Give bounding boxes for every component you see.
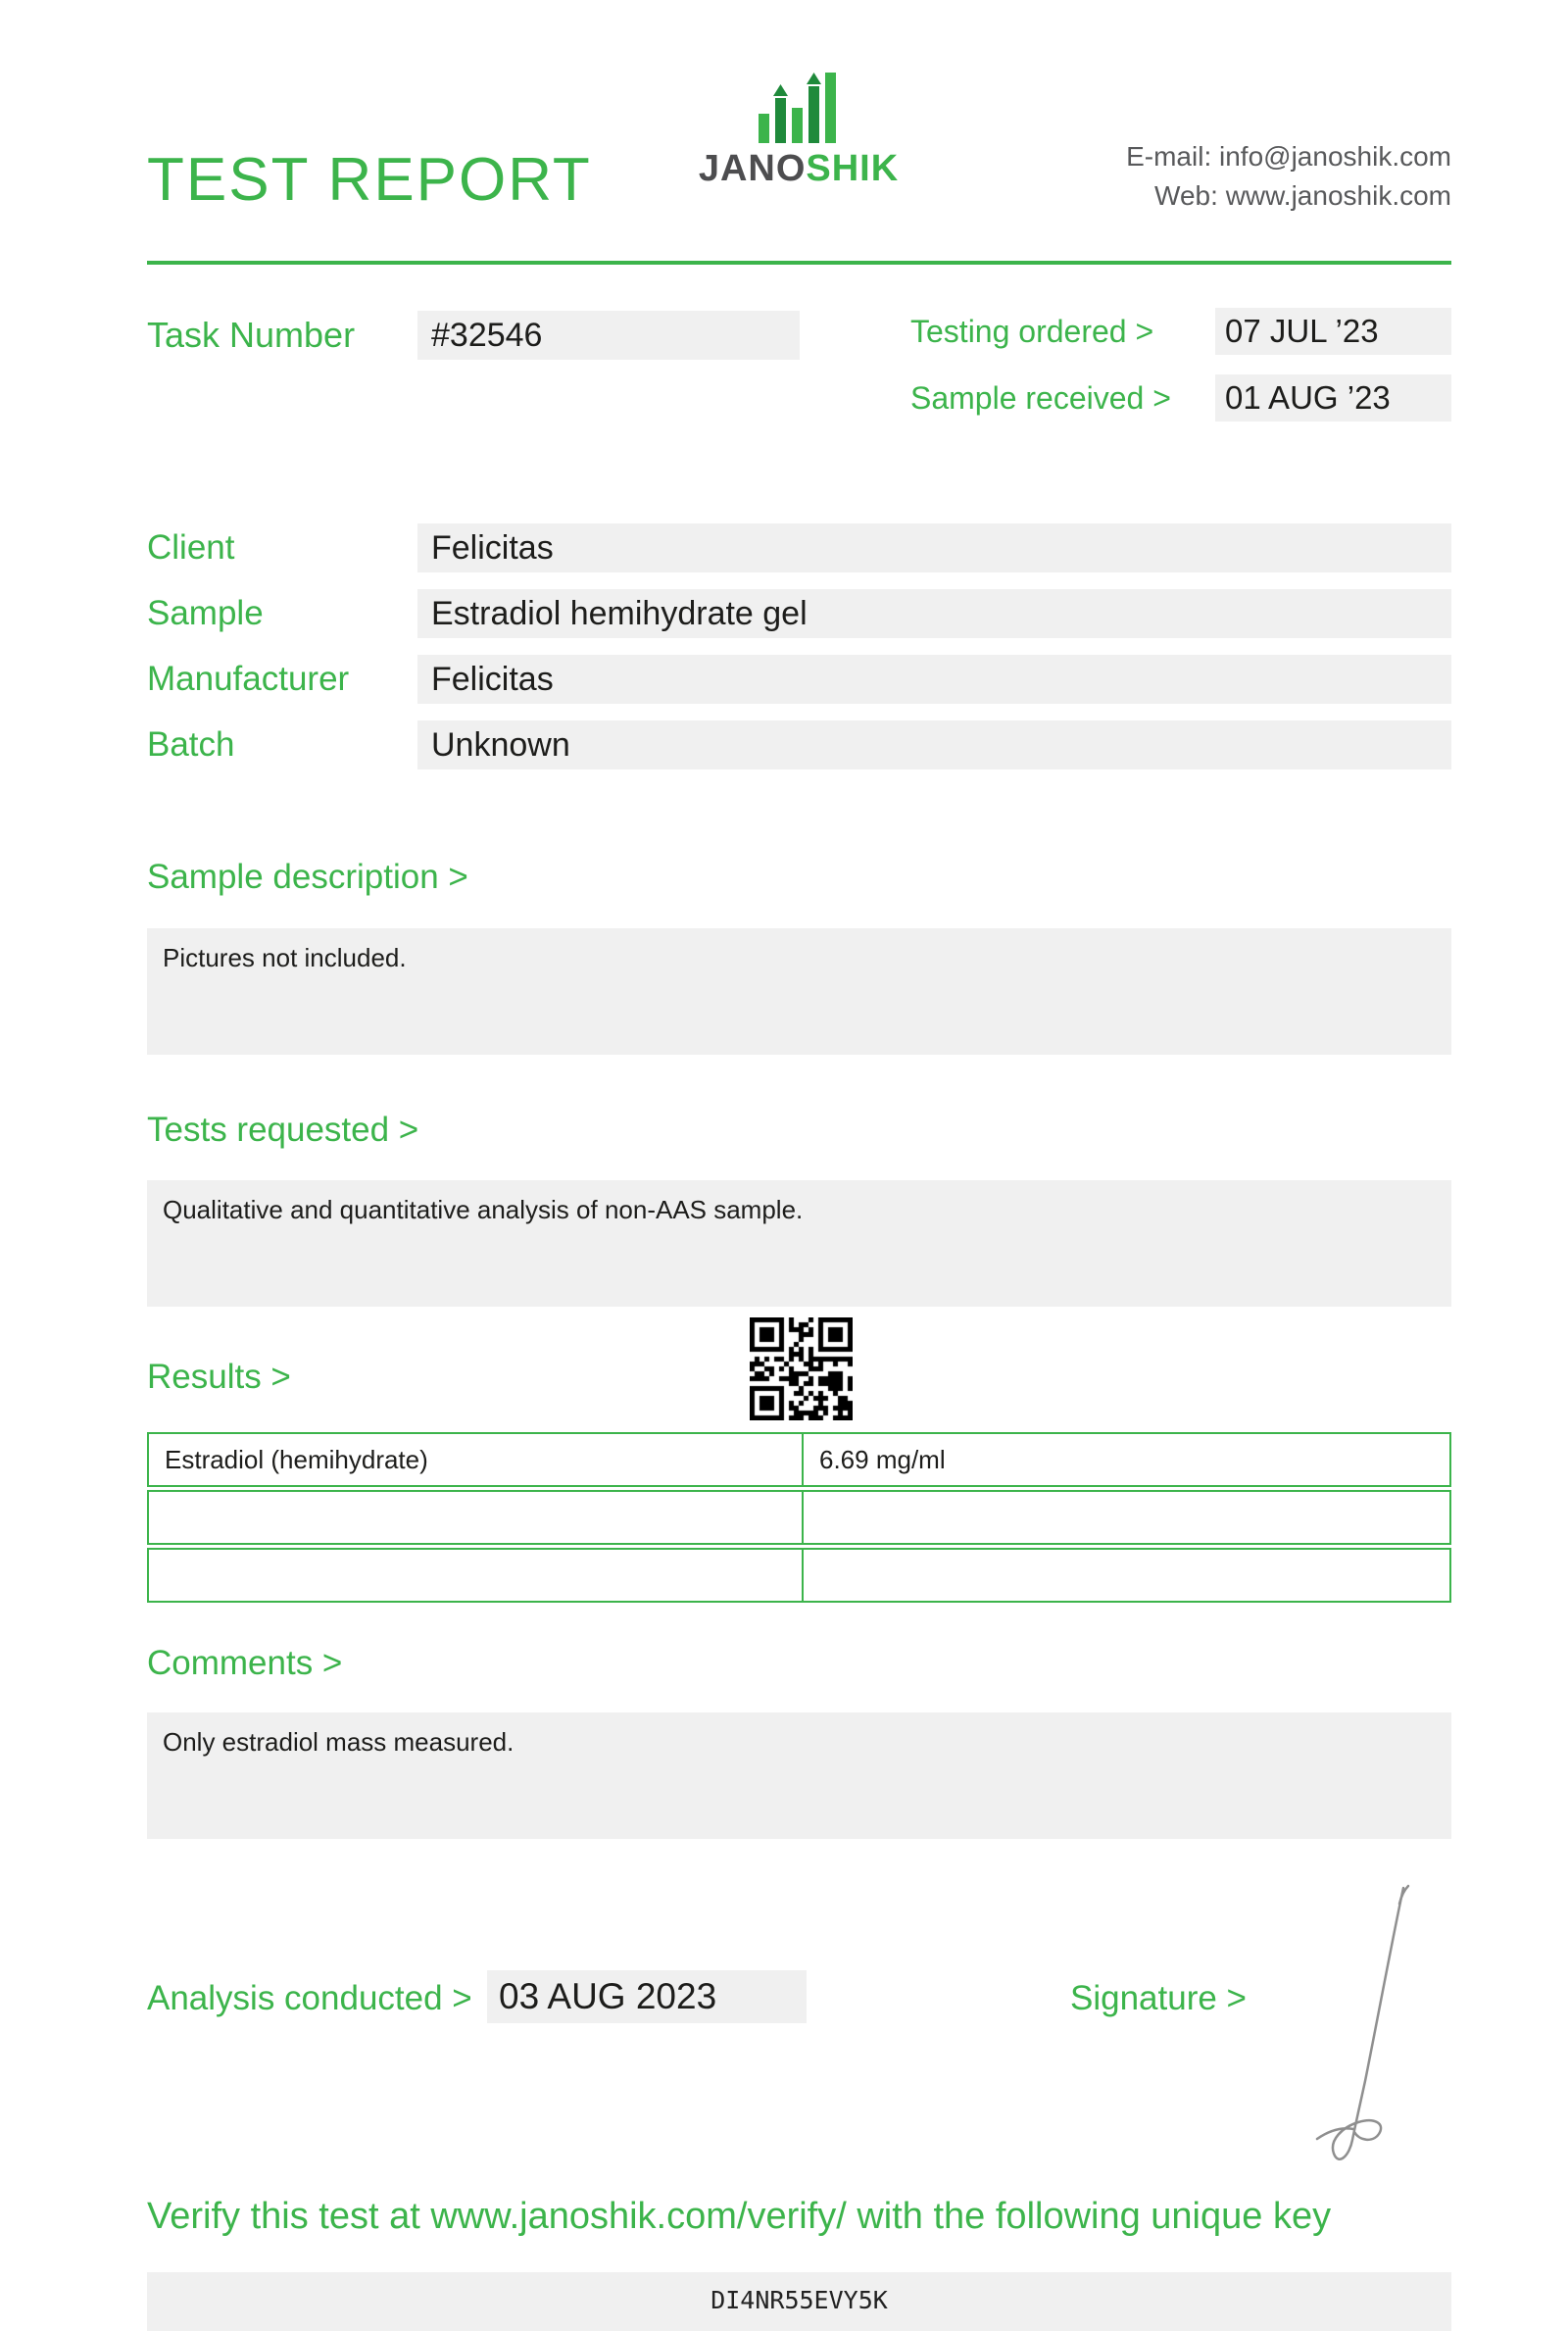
sample-received-value-box	[1215, 374, 1451, 422]
sample-received-date: 01 AUG ’23	[1225, 379, 1391, 416]
manufacturer-value-box	[417, 655, 1451, 704]
result-analyte-cell	[147, 1548, 804, 1603]
tests-requested-text: Qualitative and quantitative analysis of non-AAS sample.	[163, 1195, 804, 1224]
tests-requested-heading: Tests requested >	[147, 1111, 419, 1149]
result-analyte-cell	[147, 1490, 804, 1545]
result-value-cell	[802, 1548, 1451, 1603]
testing-ordered-value-box	[1215, 308, 1451, 355]
client-value: Felicitas	[431, 529, 554, 567]
email-label: E-mail:	[1126, 141, 1212, 172]
signature-label: Signature >	[1070, 1979, 1247, 2017]
qr-code	[750, 1317, 853, 1420]
contact-web-line	[1126, 176, 1451, 216]
logo-text-shik: SHIK	[806, 148, 900, 189]
testing-ordered-date: 07 JUL ’23	[1225, 313, 1379, 349]
chart-bars-icon	[757, 71, 841, 145]
janoshik-logo	[674, 71, 923, 188]
sample-value-box	[417, 589, 1451, 638]
contact-email-line	[1126, 137, 1451, 176]
email-value: info@janoshik.com	[1219, 141, 1451, 172]
page-title: TEST REPORT	[147, 146, 592, 214]
task-number-label: Task Number	[147, 315, 356, 355]
logo-text-jano: JANO	[698, 148, 807, 189]
sample-received-label: Sample received >	[910, 380, 1171, 416]
result-value-cell: 6.69 mg/ml	[802, 1432, 1451, 1487]
testing-ordered-label: Testing ordered >	[910, 314, 1154, 349]
analysis-conducted-label: Analysis conducted >	[147, 1979, 472, 2017]
task-number-value-box	[417, 311, 800, 360]
results-heading: Results >	[147, 1358, 291, 1396]
manufacturer-value: Felicitas	[431, 661, 554, 698]
web-value: www.janoshik.com	[1225, 180, 1451, 211]
sample-description-heading: Sample description >	[147, 858, 468, 896]
unique-key: DI4NR55EVY5K	[710, 2286, 888, 2314]
comments-box	[147, 1712, 1451, 1839]
client-label: Client	[147, 528, 235, 567]
result-value-cell	[802, 1490, 1451, 1545]
verify-text: Verify this test at www.janoshik.com/verify/ with the following unique key	[147, 2196, 1332, 2237]
contact-block	[1126, 137, 1451, 216]
table-row	[147, 1432, 1451, 1487]
web-label: Web:	[1154, 180, 1218, 211]
logo-wordmark	[674, 149, 923, 188]
comments-heading: Comments >	[147, 1644, 343, 1682]
sample-description-text: Pictures not included.	[163, 943, 407, 972]
analysis-date-box	[487, 1970, 807, 2023]
table-row	[147, 1548, 1451, 1603]
batch-value-box	[417, 720, 1451, 769]
tests-requested-box	[147, 1180, 1451, 1307]
manufacturer-label: Manufacturer	[147, 660, 350, 698]
sample-description-box	[147, 928, 1451, 1055]
results-table	[147, 1432, 1451, 1606]
header-divider	[147, 261, 1451, 265]
task-number-value: #32546	[431, 317, 543, 354]
batch-value: Unknown	[431, 726, 570, 764]
unique-key-box	[147, 2272, 1451, 2331]
signature-image	[1284, 1882, 1431, 2176]
comments-text: Only estradiol mass measured.	[163, 1727, 514, 1757]
sample-value: Estradiol hemihydrate gel	[431, 595, 808, 632]
table-row	[147, 1490, 1451, 1545]
sample-label: Sample	[147, 594, 264, 632]
client-value-box	[417, 523, 1451, 572]
analysis-date: 03 AUG 2023	[499, 1976, 717, 2016]
result-analyte-cell: Estradiol (hemihydrate)	[147, 1432, 804, 1487]
batch-label: Batch	[147, 725, 235, 764]
